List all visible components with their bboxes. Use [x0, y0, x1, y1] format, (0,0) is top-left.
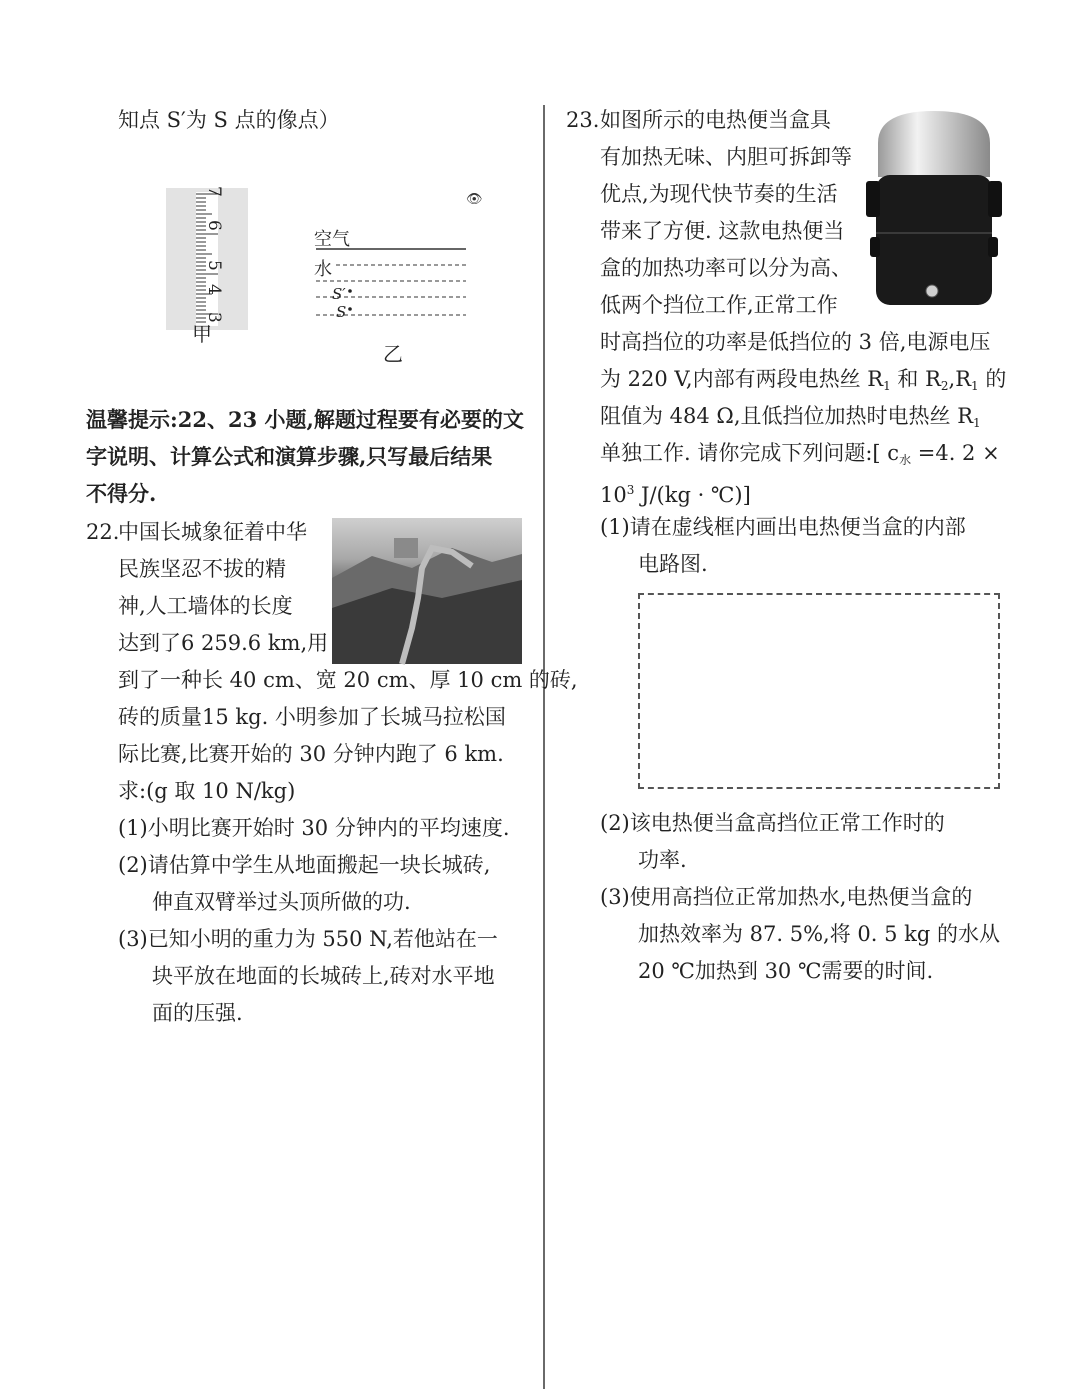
figure-jia-label: 甲 [192, 322, 212, 346]
q23-line-4: 带来了方便. 这款电热便当 [600, 219, 845, 243]
great-wall-drawing [332, 518, 522, 664]
q23-line-6: 低两个挡位工作,正常工作 [600, 293, 838, 317]
q22-sub-1: (1)小明比赛开始时 30 分钟内的平均速度. [118, 816, 510, 840]
point-s [348, 307, 352, 311]
q22-line-2: 民族坚忍不拔的精 [118, 557, 286, 581]
q22-line-5: 到了一种长 40 cm、宽 20 cm、厚 10 cm 的砖, [118, 668, 578, 692]
ruler-mark-7: 7 [204, 186, 224, 197]
continued-text: 知点 S′为 S 点的像点） [118, 108, 340, 132]
tip-line-2: 字说明、计算公式和演算步骤,只写最后结果 [86, 444, 493, 469]
q22-line-7: 际比赛,比赛开始的 30 分钟内跑了 6 km. [118, 742, 504, 766]
q23-sub-3a: (3)使用高挡位正常加热水,电热便当盒的 [600, 885, 973, 909]
ruler-ticks [196, 192, 218, 326]
q23-sub-1a: (1)请在虚线框内画出电热便当盒的内部 [600, 515, 966, 539]
ruler-mark-6: 6 [204, 220, 224, 231]
lunch-box-photo [866, 107, 1002, 307]
q23-line-5: 盒的加热功率可以分为高、 [600, 256, 852, 280]
s-label: S [336, 303, 347, 321]
q22-sub-3b: 块平放在地面的长城砖上,砖对水平地 [152, 964, 495, 988]
ruler-scale [196, 192, 218, 326]
q23-sub-2a: (2)该电热便当盒高挡位正常工作时的 [600, 811, 945, 835]
ruler-mark-4: 4 [204, 284, 224, 295]
q22-sub-3c: 面的压强. [152, 1001, 243, 1025]
ruler-mark-5: 5 [204, 260, 224, 271]
q23-sub-3b: 加热效率为 87. 5%,将 0. 5 kg 的水从 [638, 922, 1001, 946]
q23-line-2: 有加热无味、内胆可拆卸等 [600, 145, 852, 169]
q22-number: 22. [86, 520, 120, 544]
q22-line-4: 达到了6 259.6 km,用 [118, 631, 329, 655]
s-prime-label: S′ [332, 285, 346, 303]
q23-line-10: 单独工作. 请你完成下列问题:[ $c_水 =4$. 2 × [600, 441, 1000, 467]
circuit-answer-box[interactable] [638, 593, 1000, 789]
q23-line-9: 阻值为 484 Ω,且低挡位加热时电热丝 $R_1$ [600, 404, 981, 430]
q22-line-1: 中国长城象征着中华 [118, 520, 307, 544]
q23-line-1: 如图所示的电热便当盒具 [600, 108, 831, 132]
q23-line-7: 时高挡位的功率是低挡位的 3 倍,电源电压 [600, 330, 991, 354]
q23-line-11: $10^3$ J/(kg · ℃)] [600, 483, 751, 507]
q23-sub-3c: 20 ℃加热到 30 ℃需要的时间. [638, 959, 934, 983]
q23-number: 23. [566, 108, 600, 132]
tip-line-1: 温馨提示:22、23 小题,解题过程要有必要的文 [86, 407, 524, 432]
q22-sub-2a: (2)请估算中学生从地面搬起一块长城砖, [118, 853, 491, 877]
q22-line-3: 神,人工墙体的长度 [118, 594, 293, 618]
water-diagram [300, 185, 483, 325]
q22-line-8: 求:(g 取 10 N/kg) [118, 779, 296, 803]
q22-sub-3a: (3)已知小明的重力为 550 N,若他站在一 [118, 927, 498, 951]
water-label: 水 [314, 259, 332, 280]
q23-sub-2b: 功率. [638, 848, 687, 872]
ruler-mark-3: 3 [204, 312, 224, 323]
q23-line-3: 优点,为现代快节奏的生活 [600, 182, 838, 206]
figure-yi-label: 乙 [383, 342, 403, 366]
column-divider [543, 105, 545, 1389]
tip-line-3: 不得分. [86, 481, 157, 506]
eye-icon: 👁 [466, 192, 483, 207]
q22-sub-2b: 伸直双臂举过头顶所做的功. [152, 890, 411, 914]
great-wall-photo [332, 518, 522, 664]
q23-line-8: 为 220 V,内部有两段电热丝 $R_1$ 和 $R_2,R_1$ 的 [600, 367, 1007, 393]
point-s-prime [348, 289, 352, 293]
air-label: 空气 [314, 229, 350, 250]
q22-line-6: 砖的质量15 kg. 小明参加了长城马拉松国 [118, 705, 506, 729]
q23-sub-1b: 电路图. [638, 552, 708, 576]
